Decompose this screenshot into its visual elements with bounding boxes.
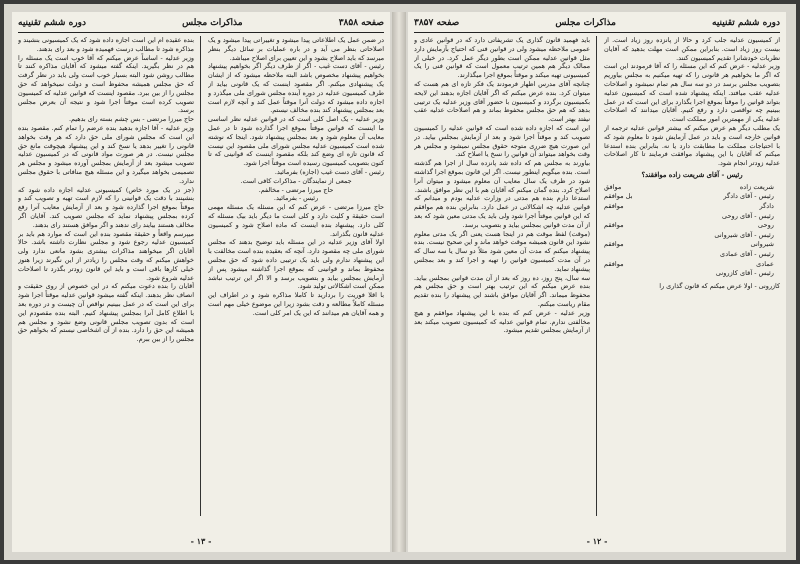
header-rule	[414, 32, 780, 33]
vote-row	[604, 212, 780, 222]
left-page-right-column	[208, 36, 384, 520]
paragraph: رئیس - آقای دست غیب (اجازه) بفرمائید.	[274, 167, 384, 176]
vote-name: شریعت زاده	[739, 182, 774, 191]
header-title: مذاکرات مجلس	[182, 18, 243, 28]
paragraph: سه سال، پنج روز، ده روز که بعد از آن مدت قوانین بمجلس بیاید. بنده عرض میکنم که این ترتیب بهتر است و حق مجلس هم محفوظ میماند. اگر آقایان موافق باشند این پیشنهاد را بنده تقدیم مقام ریاست میکنم.	[414, 273, 590, 308]
vote-row	[604, 221, 780, 231]
paragraph: بنده عقیده ام این است اجازه داده شود که یک کمیسیونی بنشیند و مذاکره شود تا مطالب درست فهمیده شود و بعد رای بدهند.	[18, 36, 194, 53]
vote-name: رئیس - آقای شیروانی	[714, 230, 774, 239]
left-page	[12, 12, 390, 552]
paragraph: از کمیسیون عدلیه جلب کرد و حالا از پانزده روز زیاد است. از بیست روز زیاد است. بنابراین ممکن است مهلت بدهید که آقایان نظریات خودشانرا تقدیم کمیسیون کنند.	[604, 36, 780, 62]
vote-name: رئیس - آقای روحی	[721, 211, 774, 220]
vote-row	[604, 269, 780, 279]
paragraph: رئیس - بفرمائید.	[273, 194, 319, 203]
vote-heading: رئیس - آقای شریعت زاده موافقند؟	[641, 170, 743, 179]
paragraph: در ضمن عمل یک اطلاعاتی پیدا میشود و تغییراتی پیدا میشود و یک اصلاحاتی بنظر می آید و در باره عملیات بر سائل دیگر بنظر میرسد که باید اصلاح بشود و این تعیین برای اصلاح میباشد.	[208, 36, 384, 62]
vote-name: رئیس - آقای کازرونی	[715, 269, 774, 278]
paragraph: رئیس - آقای دست غیب - اگر از طرف دیگر اگر بخواهیم پیشنهاد بخواهیم پیشنهاد مخصوص باشد البته ملاحظه میشود که از ایشان یک پیشنهادی میکنم. اگر مقصود اینست که یک قانونی بیاید از طرف کمیسیون عدلیه در دوره آینده مجلس شورای ملی میگذرد و اجازه داده میشود که دولت آنرا موقتاً عمل کند و آنچه لازم است بعد بمجلس پیشنهاد کند بنده مخالف نیستم.	[208, 62, 384, 115]
paragraph: (موقت) لفظ موقت هم در اینجا هست یعنی اگر یک مدتی معلوم نشود این قانون همیشه موقت خواهد ماند و این صحیح نیست. بنده پیشنهاد میکنم که مدت آن معین شود مثلاً دو سال یا سه سال که در آن مدت کمیسیون قوانین را تهیه و اجرا کند و بعد بمجلس پیشنهاد نماید.	[414, 229, 590, 273]
vote-name: رئیس - آقای عمادی	[720, 249, 774, 258]
vote-value: موافقم	[604, 221, 624, 230]
right-page-header	[414, 16, 780, 30]
paragraph: وزیر عدلیه - آقا اجازه بدهید بنده عرضم را تمام کنم. مقصود بنده این است که مجلس شورای ملی حق دارد که هر وقت بخواهد قانونی را تغییر بدهد یا نسخ کند و این پیشنهاد هیچوقت مانع حق مجلس نیست. در هر صورت مواد قانونی که در کمیسیون عدلیه تصویب میشود بعد از آزمایش بمجلس آورده میشود و مجلس هر تصمیمی بخواهد میگیرد و این مسئله هیچ منافاتی با حقوق مجلس ندارد.	[18, 123, 194, 185]
paragraph: میپرسم واقعاً و حقیقة مقصود بنده این است که موارد هم باید بر کمیسیون عدلیه رجوع شود و مجلس نظارت داشته باشد. حالا آقایان اگر میخواهند مذاکرات بیشتری بشود مانعی ندارد ولی خواهش میکنم که وقت مجلس را زیادتر از این نگیرند زیرا هنوز خیلی کارها باقی است و باید این قانون زودتر بگذرد تا اصلاحات عدلیه شروع شود.	[18, 229, 194, 282]
vote-row	[604, 260, 780, 270]
header-session: دوره ششم تقنینیه	[18, 18, 86, 28]
column-divider	[200, 36, 201, 516]
vote-value: موافق	[604, 182, 622, 191]
vote-row	[604, 250, 780, 260]
paragraph: حاج میرزا مرتضی - عرض کنم که این مسئله یک مسئله مهمی است حقیقة و کلیت دارد و کلی است ما دیگر باید بیک مسئله که کلی دارد. پیشنهاد بنده اینست که ماده اصلاح شود و کمیسیون عدلیه قانون بگذراند.	[208, 203, 384, 238]
vote-row	[604, 231, 780, 241]
vote-value: موافقم	[604, 240, 624, 249]
header-session: دوره ششم تقنینیه	[712, 18, 780, 28]
vote-row	[604, 240, 780, 250]
paragraph: وزیر عدلیه - عرض کنم که این مسئله را که آقا فرمودند این است که اگر ما بخواهیم هر قانونی را که تهیه میکنیم به مجلس بیاوریم بتصویب مجلس برسد در دو سه سال هم تمام نمیشود و اصلاحات عدلیه عقب میافتد. اینکه پیشنهاد شده است که کمیسیون عدلیه بتواند قوانین را موقتاً بموقع اجرا بگذارد برای این است که در عمل ببینیم چه نواقصی دارد و رفع کنیم. آقایان میدانند که اصلاحات عدلیه یکی از مهمترین امور مملکت است.	[604, 62, 780, 124]
book-gutter	[392, 12, 406, 552]
vote-name: شیروانی	[750, 240, 774, 249]
paragraph: وزیر عدلیه - اساساً عرض میکنم که آقا خوب است یک مسئله را هم در نظر بگیرید. اینکه گفته میشود که آقایان مذاکره کنند تا مطالب روشن شود البته بسیار خوب است ولی باید در نظر گرفت که حق مجلس همیشه محفوظ است و دولت نمیخواهد که حق مجلس را از بین ببرد. مقصود اینست که قوانین عدلیه که کمیسیون تصویب کرده است موقتاً اجرا شود و نتیجه آن بعرض مجلس برسد.	[18, 53, 194, 115]
paragraph: (جز در یک مورد خاص) کمیسیونی عدلیه اجازه داده شود که بنشینند با دقت یک قوانینی را که لازم است تهیه و تصویب کند و موقتاً بموقع اجرا گذارده شود و بعد از آزمایش معایب آنرا رفع کرده بمجلس پیشنهاد نماید که مجلس تصویب کند. آقایان اگر مخالف هستند بیایند رای ندهند و اگر موافق هستند رای بدهند.	[18, 185, 194, 229]
paragraph: کازرونی - اولا عرض میکنم که قانون گذاری را	[659, 281, 780, 290]
right-page-left-column	[414, 36, 590, 520]
vote-row	[604, 192, 780, 202]
vote-list	[604, 183, 780, 279]
paragraph: حاج میرزا مرتضی - بس چشم بسته رای بدهیم.	[68, 115, 194, 124]
vote-value: موافقم	[604, 201, 624, 210]
header-page-number: صفحه ۳۸۵۷	[414, 18, 460, 28]
paragraph: آقایان را بنده دعوت میکنم که در این خصوص از روی حقیقت و انصاف نظر بدهند. اینکه گفته میشود قوانین عدلیه موقتاً اجرا شود برای این است که در عمل ببینیم نواقص آن چیست و در دوره بعد با اطلاع کامل آنرا بمجلس پیشنهاد کنیم. البته بنده مقصودم این است که بدون تصویب مجلس قانونی وضع نشود و مجلس هم همیشه این حق را دارد. بنده از آن اشخاصی نیستم که بخواهم حق مجلس را از بین ببرم.	[18, 282, 194, 344]
vote-name: عمادی	[756, 259, 774, 268]
paragraph: با اقلا فوریت را بردارید تا کاملا مذاکره شود و در اطراف این مسئله کاملاً مطالعه و دقت بشود زیرا این موضوع خیلی مهم است و همه آقایان هم میدانند که این یک امر کلی است.	[208, 291, 384, 317]
left-page-left-column	[18, 36, 194, 520]
vote-value: موافقم	[604, 259, 624, 268]
left-page-header	[18, 16, 384, 30]
paragraph: چنانچه آقای مدرس اظهار فرمودند یک فکر تازه ای هم هست که میتوان کرد. بنده عرض میکنم که اگر آقایان اجازه بدهند این لایحه بکمیسیون برگردد و کمیسیون با حضور آقای وزیر عدلیه یک ترتیبی بدهد که هم حق مجلس محفوظ بماند و هم اصلاحات عدلیه عقب نیفتد بهتر است.	[414, 79, 590, 124]
header-page-number: صفحه ۳۸۵۸	[338, 18, 384, 28]
vote-name: روحی	[758, 221, 774, 230]
paragraph: بیاورند به مجلس هم که داده شد پانزده سال از اجرا هم گذشته است. بنده میگویم اینطور نیست. اگر این قانون بموقع اجرا گذاشته شود در ظرف یک سال معایب آن معلوم میشود و میتوان آنرا اصلاح کرد. بنده گمان میکنم که آقایان هم با این نظر موافق باشند.	[414, 159, 590, 194]
vote-row	[604, 183, 780, 193]
right-page	[408, 12, 786, 552]
paragraph: استدعا دارم بنده هم مدتی در وزارت عدلیه بودم و میدانم که قوانین عدلیه چه اشکالاتی در عمل دارد. بنابراین بنده هم موافقم که این قوانین موقتاً اجرا شود ولی باید یک مدتی معین شود که بعد از آن مدت قوانین بمجلس بیاید و بتصویب برسد.	[414, 194, 590, 229]
paragraph: باید فهمید قانون گذاری یک تشریفاتی دارد که در قوانین عادی و عمومی ملاحظه میشود ولی در قوانین فنی که احتیاج بآزمایش دارد مثل قوانین عدلیه ممکن است بطور دیگر عمل کرد. در خیلی از ممالک دیگر هم همین ترتیب معمول است که قوانین فنی را یک کمیسیونی تهیه میکند و موقتاً بموقع اجرا میگذارند.	[414, 36, 590, 80]
vote-name: رئیس - آقای دادگر	[723, 192, 774, 201]
header-rule	[18, 32, 384, 33]
header-title: مذاکرات مجلس	[555, 18, 616, 28]
paragraph: حاج میرزا مرتضی - مخالفم.	[258, 185, 334, 194]
paragraph: جمعی از نمایندگان - مذاکرات کافی است.	[240, 176, 352, 185]
paragraph: اولا آقای وزیر عدلیه در این مسئله باید توضیح بدهند که مجلس شورای ملی چه مقصود دارد. آنچه که بعقیده بنده است مخالفت با این پیشنهاد ندارم ولی باید یک ترتیبی داده شود که حق مجلس محفوظ بماند و قوانینی که بموقع اجرا گذاشته میشود پس از آزمایش بمجلس بیاید و بتصویب برسد و الا اگر این ترتیب نباشد ممکن است اشکالاتی تولید شود.	[208, 238, 384, 291]
column-divider	[596, 36, 597, 516]
scanned-book-spread	[4, 4, 796, 560]
paragraph: وزیر عدلیه - یک اصل کلی است که در قوانین عدلیه نظر اساسی ما اینست که قوانین موقتاً بموقع اجرا گذارده شود تا در عمل معایب آن معلوم شود و بعد بمجلس پیشنهاد شود. اینجا که نوشته شده است کمیسیون عدلیه مجلس شورای ملی مقصود این نیست که قانون تازه ای وضع کند بلکه مقصود اینست که قوانینی که تا کنون بتصویب کمیسیون رسیده است موقتاً اجرا شود.	[208, 115, 384, 168]
page-number-footer: - ۱۲ -	[586, 536, 608, 546]
paragraph: یک مطلب دیگر هم عرض میکنم که بیشتر قوانین عدلیه ترجمه از قوانین خارجه است و باید در عمل آزمایش شود تا معلوم شود که با احتیاجات مملکت ما مطابقت دارد یا نه. بنابراین بنده استدعا میکنم که آقایان با این پیشنهاد موافقت فرمایند تا کار اصلاحات عدلیه زودتر انجام شود.	[604, 123, 780, 168]
right-page-right-column	[604, 36, 780, 520]
vote-row	[604, 202, 780, 212]
paragraph: وزیر عدلیه - عرض کنم که بنده با این پیشنهاد موافقم و هیچ مخالفتی ندارم. تمام قوانین عدلیه که کمیسیون تصویب میکند بعد از آزمایش بمجلس تقدیم میشود.	[414, 308, 590, 335]
vote-name: دادگر	[759, 201, 774, 210]
page-number-footer: - ۱۳ -	[190, 536, 212, 546]
paragraph: این است که اجازه داده شده است که قوانین عدلیه را کمیسیون تصویب کند و موقتاً اجرا شود و بعد از آزمایش بمجلس بیاید. در این صورت هیچ ضرری متوجه حقوق مجلس نمیشود و مجلس هر وقت بخواهد میتواند آن قوانین را نسخ یا اصلاح کند.	[414, 123, 590, 159]
vote-value: بل موافقم	[604, 192, 633, 201]
